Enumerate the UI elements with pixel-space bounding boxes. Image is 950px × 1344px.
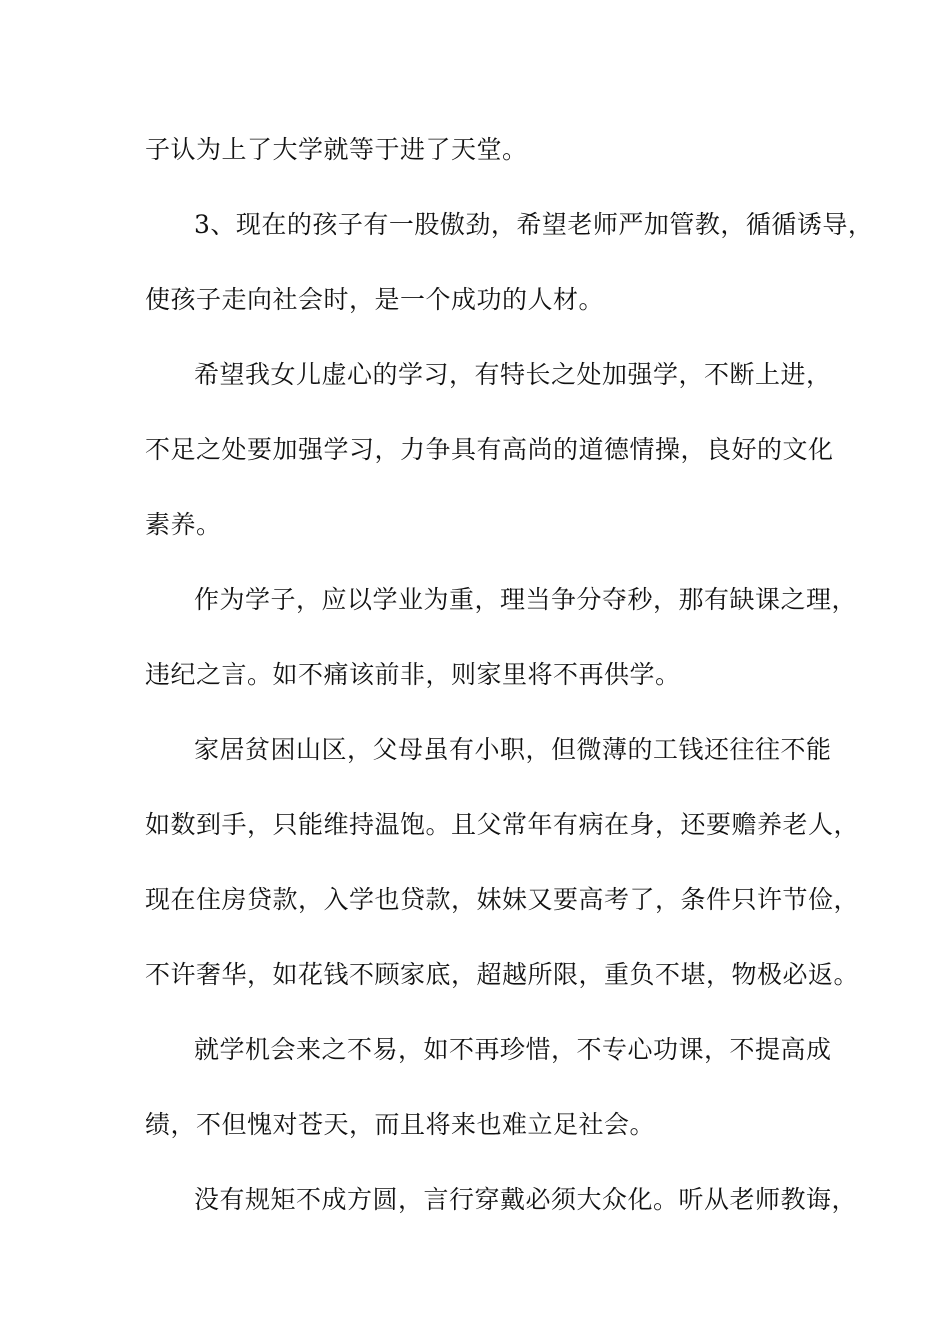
text-line: 家居贫困山区，父母虽有小职，但微薄的工钱还往往不能 bbox=[194, 735, 832, 764]
text-line: 3、现在的孩子有一股傲劲，希望老师严加管教，循循诱导， bbox=[194, 210, 874, 239]
text-line: 子认为上了大学就等于进了天堂。 bbox=[145, 135, 528, 164]
text-line: 不足之处要加强学习，力争具有高尚的道德情操，良好的文化 bbox=[145, 435, 834, 464]
text-line: 使孩子走向社会时，是一个成功的人材。 bbox=[145, 285, 605, 314]
text-line: 希望我女儿虚心的学习，有特长之处加强学，不断上进， bbox=[194, 360, 832, 389]
text-line: 现在住房贷款，入学也贷款，妹妹又要高考了，条件只许节俭， bbox=[145, 885, 860, 914]
text-line: 没有规矩不成方圆，言行穿戴必须大众化。听从老师教诲， bbox=[194, 1185, 858, 1214]
text-line: 绩，不但愧对苍天，而且将来也难立足社会。 bbox=[145, 1110, 656, 1139]
text-line: 素养。 bbox=[145, 510, 222, 539]
text-line: 就学机会来之不易，如不再珍惜，不专心功课，不提高成 bbox=[194, 1035, 832, 1064]
text-line: 作为学子，应以学业为重，理当争分夺秒，那有缺课之理， bbox=[194, 585, 858, 614]
text-line: 不许奢华，如花钱不顾家底，超越所限，重负不堪，物极必返。 bbox=[145, 960, 860, 989]
text-line: 如数到手，只能维持温饱。且父常年有病在身，还要赡养老人， bbox=[145, 810, 860, 839]
text-line: 违纪之言。如不痛该前非，则家里将不再供学。 bbox=[145, 660, 681, 689]
